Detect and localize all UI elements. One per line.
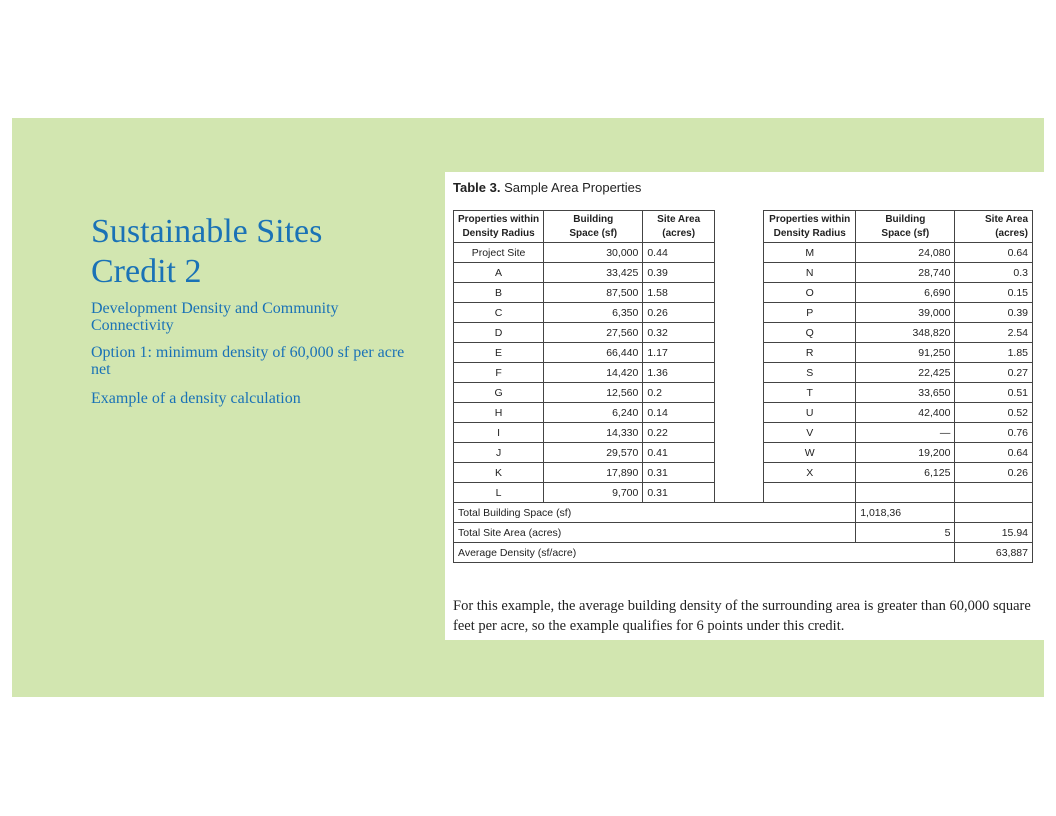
right-building-space-cell: 33,650	[856, 383, 955, 403]
left-building-space-cell: 6,350	[544, 303, 643, 323]
col-header-site-right: Site Area (acres)	[955, 211, 1033, 243]
total-site-row	[454, 523, 1033, 543]
left-property-cell: F	[454, 363, 544, 383]
right-property-cell: U	[764, 403, 856, 423]
left-property-cell: D	[454, 323, 544, 343]
right-building-space-cell: 348,820	[856, 323, 955, 343]
table-row	[454, 423, 1033, 443]
right-building-space-cell: 6,690	[856, 283, 955, 303]
left-property-cell: K	[454, 463, 544, 483]
spacer-cell	[714, 343, 763, 363]
table-row	[454, 283, 1033, 303]
table-row	[454, 263, 1033, 283]
left-site-area-cell: 0.14	[643, 403, 715, 423]
slide-title	[91, 212, 421, 292]
left-property-cell: A	[454, 263, 544, 283]
right-building-space-cell: 22,425	[856, 363, 955, 383]
spacer-cell	[714, 443, 763, 463]
left-building-space-cell: 30,000	[544, 243, 643, 263]
total-site-value-a: 5	[856, 523, 955, 543]
left-site-area-cell: 1.58	[643, 283, 715, 303]
col-header-site-left: Site Area (acres)	[643, 211, 715, 243]
table-row	[454, 343, 1033, 363]
col-header-building-right: Building Space (sf)	[856, 211, 955, 243]
left-property-cell: Project Site	[454, 243, 544, 263]
right-site-area-cell: 0.76	[955, 423, 1033, 443]
right-building-space-cell: 42,400	[856, 403, 955, 423]
left-property-cell: L	[454, 483, 544, 503]
left-site-area-cell: 0.2	[643, 383, 715, 403]
left-property-cell: E	[454, 343, 544, 363]
spacer-cell	[714, 403, 763, 423]
right-building-space-cell: 6,125	[856, 463, 955, 483]
left-property-cell: I	[454, 423, 544, 443]
left-site-area-cell: 0.44	[643, 243, 715, 263]
left-property-cell: B	[454, 283, 544, 303]
left-building-space-cell: 29,570	[544, 443, 643, 463]
col-header-building-left: Building Space (sf)	[544, 211, 643, 243]
table-caption-number: Table 3.	[453, 180, 501, 195]
left-building-space-cell: 66,440	[544, 343, 643, 363]
col-header-properties-right: Properties within Density Radius	[764, 211, 856, 243]
left-site-area-cell: 0.26	[643, 303, 715, 323]
spacer-cell	[714, 303, 763, 323]
left-building-space-cell: 14,420	[544, 363, 643, 383]
left-property-cell: G	[454, 383, 544, 403]
spacer-cell	[714, 263, 763, 283]
right-property-cell: O	[764, 283, 856, 303]
col-spacer	[714, 211, 763, 243]
left-building-space-cell: 9,700	[544, 483, 643, 503]
right-building-space-cell: 24,080	[856, 243, 955, 263]
table-row	[454, 363, 1033, 383]
right-property-cell: Q	[764, 323, 856, 343]
area-properties-table	[453, 210, 1033, 563]
right-site-area-cell: 0.15	[955, 283, 1033, 303]
right-building-space-cell	[856, 483, 955, 503]
table-row	[454, 483, 1033, 503]
right-property-cell: S	[764, 363, 856, 383]
average-density-row	[454, 543, 1033, 563]
right-site-area-cell: 0.26	[955, 463, 1033, 483]
right-property-cell: P	[764, 303, 856, 323]
right-property-cell: X	[764, 463, 856, 483]
table-row	[454, 303, 1033, 323]
left-site-area-cell: 0.31	[643, 463, 715, 483]
spacer-cell	[714, 423, 763, 443]
bullet-density-connectivity: Development Density and Community Connectivity	[91, 300, 339, 334]
left-site-area-cell: 0.39	[643, 263, 715, 283]
right-property-cell: N	[764, 263, 856, 283]
right-property-cell: V	[764, 423, 856, 443]
left-building-space-cell: 12,560	[544, 383, 643, 403]
left-property-cell: J	[454, 443, 544, 463]
table-note: For this example, the average building density of the surrounding area is greater than 60,000 square feet per acre, so the example qualifies for 6 points under this credit.	[453, 598, 1031, 634]
table-caption	[453, 180, 641, 195]
right-property-cell: M	[764, 243, 856, 263]
bullet-option-1: Option 1: minimum density of 60,000 sf per acre net	[91, 344, 405, 378]
table-caption-text: Sample Area Properties	[500, 180, 642, 195]
table-row	[454, 243, 1033, 263]
total-site-value-b: 15.94	[955, 523, 1033, 543]
left-property-cell: H	[454, 403, 544, 423]
right-building-space-cell: 28,740	[856, 263, 955, 283]
right-site-area-cell: 0.27	[955, 363, 1033, 383]
right-property-cell: W	[764, 443, 856, 463]
right-building-space-cell: —	[856, 423, 955, 443]
right-site-area-cell: 0.39	[955, 303, 1033, 323]
left-site-area-cell: 1.17	[643, 343, 715, 363]
right-property-cell: R	[764, 343, 856, 363]
average-density-value: 63,887	[955, 543, 1033, 563]
right-site-area-cell: 0.64	[955, 243, 1033, 263]
average-density-label: Average Density (sf/acre)	[454, 543, 955, 563]
left-site-area-cell: 0.31	[643, 483, 715, 503]
right-building-space-cell: 19,200	[856, 443, 955, 463]
spacer-cell	[714, 483, 763, 503]
total-building-value: 1,018,36	[856, 503, 955, 523]
left-site-area-cell: 1.36	[643, 363, 715, 383]
right-site-area-cell: 0.51	[955, 383, 1033, 403]
slide-text-block	[91, 212, 421, 407]
col-header-properties-left: Properties within Density Radius	[454, 211, 544, 243]
right-site-area-cell	[955, 483, 1033, 503]
left-building-space-cell: 87,500	[544, 283, 643, 303]
right-building-space-cell: 39,000	[856, 303, 955, 323]
right-site-area-cell: 0.64	[955, 443, 1033, 463]
left-building-space-cell: 6,240	[544, 403, 643, 423]
left-building-space-cell: 33,425	[544, 263, 643, 283]
right-site-area-cell: 0.3	[955, 263, 1033, 283]
left-site-area-cell: 0.22	[643, 423, 715, 443]
table-header-row	[454, 211, 1033, 243]
right-building-space-cell: 91,250	[856, 343, 955, 363]
right-site-area-cell: 2.54	[955, 323, 1033, 343]
table-row	[454, 323, 1033, 343]
right-site-area-cell: 1.85	[955, 343, 1033, 363]
table-row	[454, 383, 1033, 403]
total-building-row	[454, 503, 1033, 523]
total-building-empty	[955, 503, 1033, 523]
left-site-area-cell: 0.41	[643, 443, 715, 463]
table-row	[454, 463, 1033, 483]
table-row	[454, 443, 1033, 463]
right-property-cell	[764, 483, 856, 503]
right-property-cell: T	[764, 383, 856, 403]
total-site-label: Total Site Area (acres)	[454, 523, 856, 543]
left-building-space-cell: 14,330	[544, 423, 643, 443]
table-panel	[445, 172, 1044, 640]
left-building-space-cell: 27,560	[544, 323, 643, 343]
spacer-cell	[714, 363, 763, 383]
left-property-cell: C	[454, 303, 544, 323]
table-row	[454, 403, 1033, 423]
right-site-area-cell: 0.52	[955, 403, 1033, 423]
left-building-space-cell: 17,890	[544, 463, 643, 483]
spacer-cell	[714, 283, 763, 303]
left-site-area-cell: 0.32	[643, 323, 715, 343]
slide-title-line2: Credit 2	[91, 253, 202, 290]
total-building-label: Total Building Space (sf)	[454, 503, 856, 523]
spacer-cell	[714, 323, 763, 343]
slide-title-line1: Sustainable Sites	[91, 213, 323, 250]
spacer-cell	[714, 463, 763, 483]
bullet-example: Example of a density calculation	[91, 390, 301, 407]
spacer-cell	[714, 243, 763, 263]
spacer-cell	[714, 383, 763, 403]
